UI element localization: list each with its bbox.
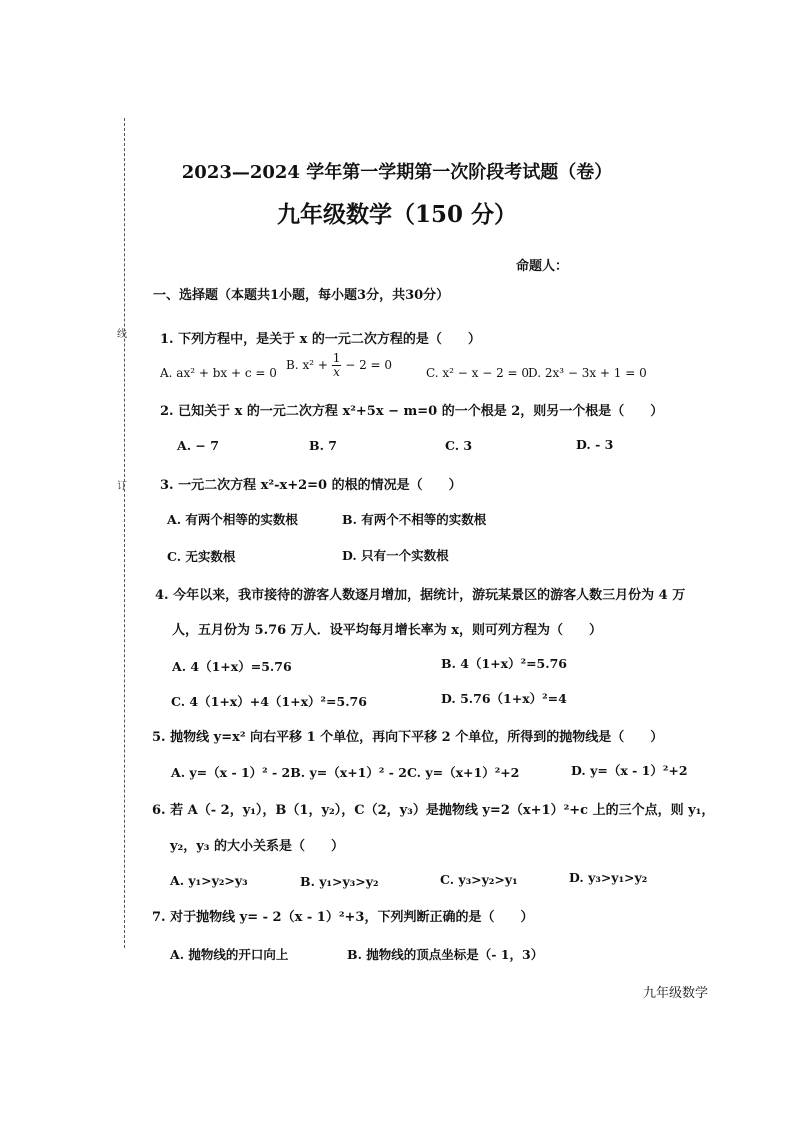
q1-option-a: A. ax² + bx + c = 0 xyxy=(160,366,277,380)
q6-option-c: C. y₃>y₂>y₁ xyxy=(440,872,518,887)
q7-option-a: A. 抛物线的开口向上 xyxy=(170,947,289,962)
question-4-line-2: 人，五月份为 5.76 万人．设平均每月增长率为 x，则可列方程为（ ） xyxy=(172,623,602,638)
q1-option-d: D. 2x³ − 3x + 1 = 0 xyxy=(528,366,647,380)
question-4: 4. 今年以来，我市接待的游客人数逐月增加，据统计，游玩某景区的游客人数三月份为 4 万 xyxy=(155,588,686,603)
question-1: 1. 下列方程中，是关于 x 的一元二次方程的是（ ） xyxy=(160,332,481,347)
question-7: 7. 对于抛物线 y= - 2（x - 1）²+3，下列判断正确的是（ ） xyxy=(152,910,534,925)
q6-option-b: B. y₁>y₃>y₂ xyxy=(300,874,379,889)
subject-title: 九年级数学（150 分） xyxy=(276,201,518,228)
question-5: 5. 抛物线 y=x² 向右平移 1 个单位，再向下平移 2 个单位，所得到的抛物线是（ ） xyxy=(152,730,664,745)
q3-option-d: D. 只有一个实数根 xyxy=(342,548,449,563)
q6-option-d: D. y₃>y₁>y₂ xyxy=(569,870,648,885)
author-label: 命题人： xyxy=(516,259,569,274)
q4-option-a: A. 4（1+x）=5.76 xyxy=(172,659,292,674)
q3-option-a: A. 有两个相等的实数根 xyxy=(167,512,298,527)
q1-option-c: C. x² − x − 2 = 0 xyxy=(426,366,530,380)
question-6-line-2: y₂，y₃ 的大小关系是（ ） xyxy=(170,839,345,854)
q2-option-d: D. - 3 xyxy=(576,437,614,452)
q7-option-b: B. 抛物线的顶点坐标是（- 1，3） xyxy=(347,947,544,962)
q4-option-b: B. 4（1+x）²=5.76 xyxy=(441,656,567,671)
q6-option-a: A. y₁>y₂>y₃ xyxy=(170,873,248,888)
q2-option-a: A. − 7 xyxy=(177,438,219,453)
binding-mark-seal: 订 xyxy=(117,481,127,492)
q3-option-c: C. 无实数根 xyxy=(167,549,236,564)
exam-title: 2023—2024 学年第一学期第一次阶段考试题（卷） xyxy=(181,162,613,183)
q2-option-c: C. 3 xyxy=(445,438,473,453)
q3-option-b: B. 有两个不相等的实数根 xyxy=(342,512,487,527)
q4-option-c: C. 4（1+x）+4（1+x）²=5.76 xyxy=(171,694,367,709)
binding-margin-line xyxy=(124,118,125,948)
fraction-one-over-x: $\frac{1}{x}$ xyxy=(332,351,341,379)
question-2: 2. 已知关于 x 的一元二次方程 x²+5x − m=0 的一个根是 2，则另一个根是（ ） xyxy=(160,404,664,419)
question-3: 3. 一元二次方程 x²-x+2=0 的根的情况是（ ） xyxy=(160,478,462,493)
q4-option-d: D. 5.76（1+x）²=4 xyxy=(441,691,567,706)
q5-options-abc: A. y=（x - 1）² - 2B. y=（x+1）² - 2C. y=（x+1）²+2 xyxy=(171,765,520,780)
section-heading: 一、选择题（本题共1小题，每小题3分，共30分） xyxy=(153,288,450,303)
page-footer: 九年级数学 xyxy=(643,986,709,1001)
q2-option-b: B. 7 xyxy=(309,438,337,453)
q1-option-b: B. x² + $\frac{1}{x}$ − 2 = 0 xyxy=(286,351,393,379)
q5-option-d: D. y=（x - 1）²+2 xyxy=(571,763,688,778)
binding-mark-line: 线 xyxy=(117,329,127,340)
question-6: 6. 若 A（- 2，y₁），B（1，y₂），C（2，y₃）是抛物线 y=2（x+1）²+c 上的三个点，则 y₁， xyxy=(152,803,715,818)
